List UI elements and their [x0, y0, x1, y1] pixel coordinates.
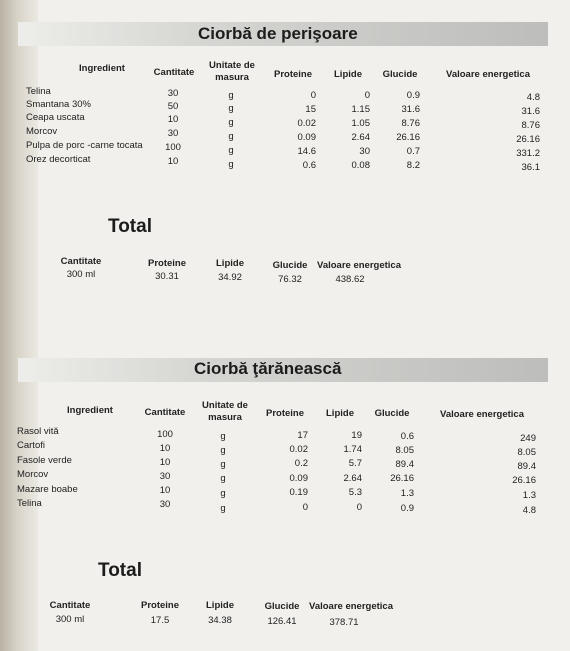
total-header-valoare: Valoare energetica [309, 601, 393, 612]
cell-proteine: 0 [310, 90, 316, 101]
cell-ingredient: Morcov [26, 126, 58, 137]
section-title: Ciorbă de perişoare [198, 24, 358, 43]
total-header-cantitate: Cantitate [49, 600, 91, 611]
header-ingredient: Ingredient [67, 405, 113, 416]
total-header-proteine: Proteine [140, 600, 179, 611]
cell-unitate: g [228, 117, 234, 128]
cell-valoare: 249 [520, 433, 536, 444]
cell-lipide: 0 [364, 90, 370, 101]
cell-glucide: 8.2 [406, 160, 420, 171]
cell-proteine: 0.6 [302, 160, 316, 171]
cell-valoare: 26.16 [512, 475, 536, 486]
cell-valoare: 36.1 [521, 162, 540, 173]
cell-lipide: 2.64 [343, 473, 362, 484]
cell-valoare: 4.8 [526, 92, 540, 103]
cell-ingredient: Mazare boabe [17, 484, 78, 495]
header-glucide: Glucide [374, 408, 410, 419]
total-header-glucide: Glucide [264, 601, 300, 612]
cell-cantitate: 50 [167, 101, 179, 112]
cell-lipide: 2.64 [351, 132, 370, 143]
cell-ingredient: Telina [17, 498, 42, 509]
cell-unitate: g [220, 473, 226, 484]
cell-ingredient: Ceapa uscata [26, 112, 85, 123]
cell-ingredient: Telina [26, 86, 51, 97]
cell-unitate: g [220, 503, 226, 514]
cell-unitate: g [220, 431, 226, 442]
total-value-valoare: 378.71 [329, 617, 359, 628]
cell-lipide: 30 [359, 146, 370, 157]
cell-ingredient: Rasol vită [17, 426, 59, 437]
cell-glucide: 89.4 [395, 459, 414, 470]
cell-cantitate: 30 [159, 471, 171, 482]
cell-glucide: 0.9 [400, 503, 414, 514]
cell-valoare: 8.76 [521, 120, 540, 131]
cell-proteine: 0.2 [294, 458, 308, 469]
cell-glucide: 0.6 [400, 431, 414, 442]
cell-unitate: g [220, 488, 226, 499]
cell-proteine: 0.02 [297, 118, 316, 129]
cell-valoare: 331.2 [516, 148, 540, 159]
cell-glucide: 26.16 [390, 473, 414, 484]
cell-unitate: g [228, 131, 234, 142]
total-value-valoare: 438.62 [335, 274, 365, 285]
header-lipide: Lipide [334, 69, 362, 80]
cell-cantitate: 10 [167, 156, 179, 167]
section-title: Ciorbă ţărănească [194, 359, 342, 378]
total-header-lipide: Lipide [206, 600, 234, 611]
total-value-lipide: 34.38 [208, 615, 232, 626]
cell-glucide: 0.7 [406, 146, 420, 157]
cell-lipide: 0 [356, 502, 362, 513]
header-proteine: Proteine [273, 69, 312, 80]
total-value-proteine: 30.31 [155, 271, 179, 282]
header-unitate: Unitate de masura [209, 60, 255, 83]
cell-ingredient: Fasole verde [17, 455, 72, 466]
total-title: Total [108, 216, 152, 237]
cell-proteine: 0 [302, 502, 308, 513]
cell-unitate: g [228, 103, 234, 114]
cell-glucide: 0.9 [406, 90, 420, 101]
book-spine-shadow [0, 0, 38, 651]
cell-ingredient: Cartofi [17, 440, 45, 451]
header-valoare: Valoare energetica [446, 69, 530, 80]
cell-cantitate: 100 [157, 429, 173, 440]
cell-valoare: 1.3 [522, 490, 536, 501]
cell-proteine: 0.02 [289, 444, 308, 455]
cell-valoare: 4.8 [522, 505, 536, 516]
total-header-glucide: Glucide [272, 260, 308, 271]
cell-proteine: 14.6 [297, 146, 316, 157]
cell-cantitate: 30 [167, 128, 179, 139]
total-value-proteine: 17.5 [150, 615, 170, 626]
cell-cantitate: 10 [167, 114, 179, 125]
total-header-proteine: Proteine [147, 258, 186, 269]
cell-proteine: 0.19 [289, 487, 308, 498]
header-ingredient: Ingredient [79, 63, 125, 74]
cell-proteine: 15 [305, 104, 316, 115]
cell-unitate: g [228, 159, 234, 170]
cell-valoare: 31.6 [521, 106, 540, 117]
cell-lipide: 1.15 [351, 104, 370, 115]
cell-lipide: 1.05 [351, 118, 370, 129]
cell-cantitate: 100 [165, 142, 181, 153]
header-proteine: Proteine [265, 408, 304, 419]
cell-ingredient: Pulpa de porc -carne tocata [26, 140, 143, 151]
cell-glucide: 1.3 [400, 488, 414, 499]
cell-cantitate: 10 [159, 443, 171, 454]
cell-unitate: g [228, 145, 234, 156]
cell-glucide: 8.05 [395, 445, 414, 456]
cell-valoare: 89.4 [517, 461, 536, 472]
cell-lipide: 0.08 [351, 160, 370, 171]
total-value-cantitate: 300 ml [66, 269, 96, 280]
cell-cantitate: 30 [159, 499, 171, 510]
cell-unitate: g [220, 445, 226, 456]
header-glucide: Glucide [382, 69, 418, 80]
cell-unitate: g [220, 459, 226, 470]
total-value-lipide: 34.92 [218, 272, 242, 283]
cell-cantitate: 10 [159, 457, 171, 468]
cell-proteine: 0.09 [297, 132, 316, 143]
cell-glucide: 26.16 [396, 132, 420, 143]
total-header-lipide: Lipide [216, 258, 244, 269]
cell-lipide: 19 [351, 430, 362, 441]
total-value-glucide: 126.41 [267, 616, 297, 627]
total-header-valoare: Valoare energetica [317, 260, 401, 271]
cell-unitate: g [228, 90, 234, 101]
header-cantitate: Cantitate [144, 407, 186, 418]
header-lipide: Lipide [326, 408, 354, 419]
total-value-cantitate: 300 ml [55, 614, 85, 625]
total-value-glucide: 76.32 [278, 274, 302, 285]
cell-valoare: 26.16 [516, 134, 540, 145]
cell-valoare: 8.05 [517, 447, 536, 458]
header-cantitate: Cantitate [153, 67, 195, 78]
header-valoare: Valoare energetica [440, 409, 524, 420]
total-header-cantitate: Cantitate [60, 256, 102, 267]
cell-ingredient: Smantana 30% [26, 99, 91, 110]
cell-proteine: 0.09 [289, 473, 308, 484]
cell-cantitate: 30 [167, 88, 179, 99]
cell-lipide: 5.7 [348, 458, 362, 469]
cell-cantitate: 10 [159, 485, 171, 496]
total-title: Total [98, 560, 142, 581]
cell-proteine: 17 [297, 430, 308, 441]
header-unitate: Unitate de masura [202, 400, 248, 423]
cell-glucide: 31.6 [401, 104, 420, 115]
cell-glucide: 8.76 [401, 118, 420, 129]
cell-ingredient: Morcov [17, 469, 49, 480]
cell-lipide: 1.74 [343, 444, 362, 455]
cell-ingredient: Orez decorticat [26, 154, 91, 165]
cell-lipide: 5.3 [348, 487, 362, 498]
